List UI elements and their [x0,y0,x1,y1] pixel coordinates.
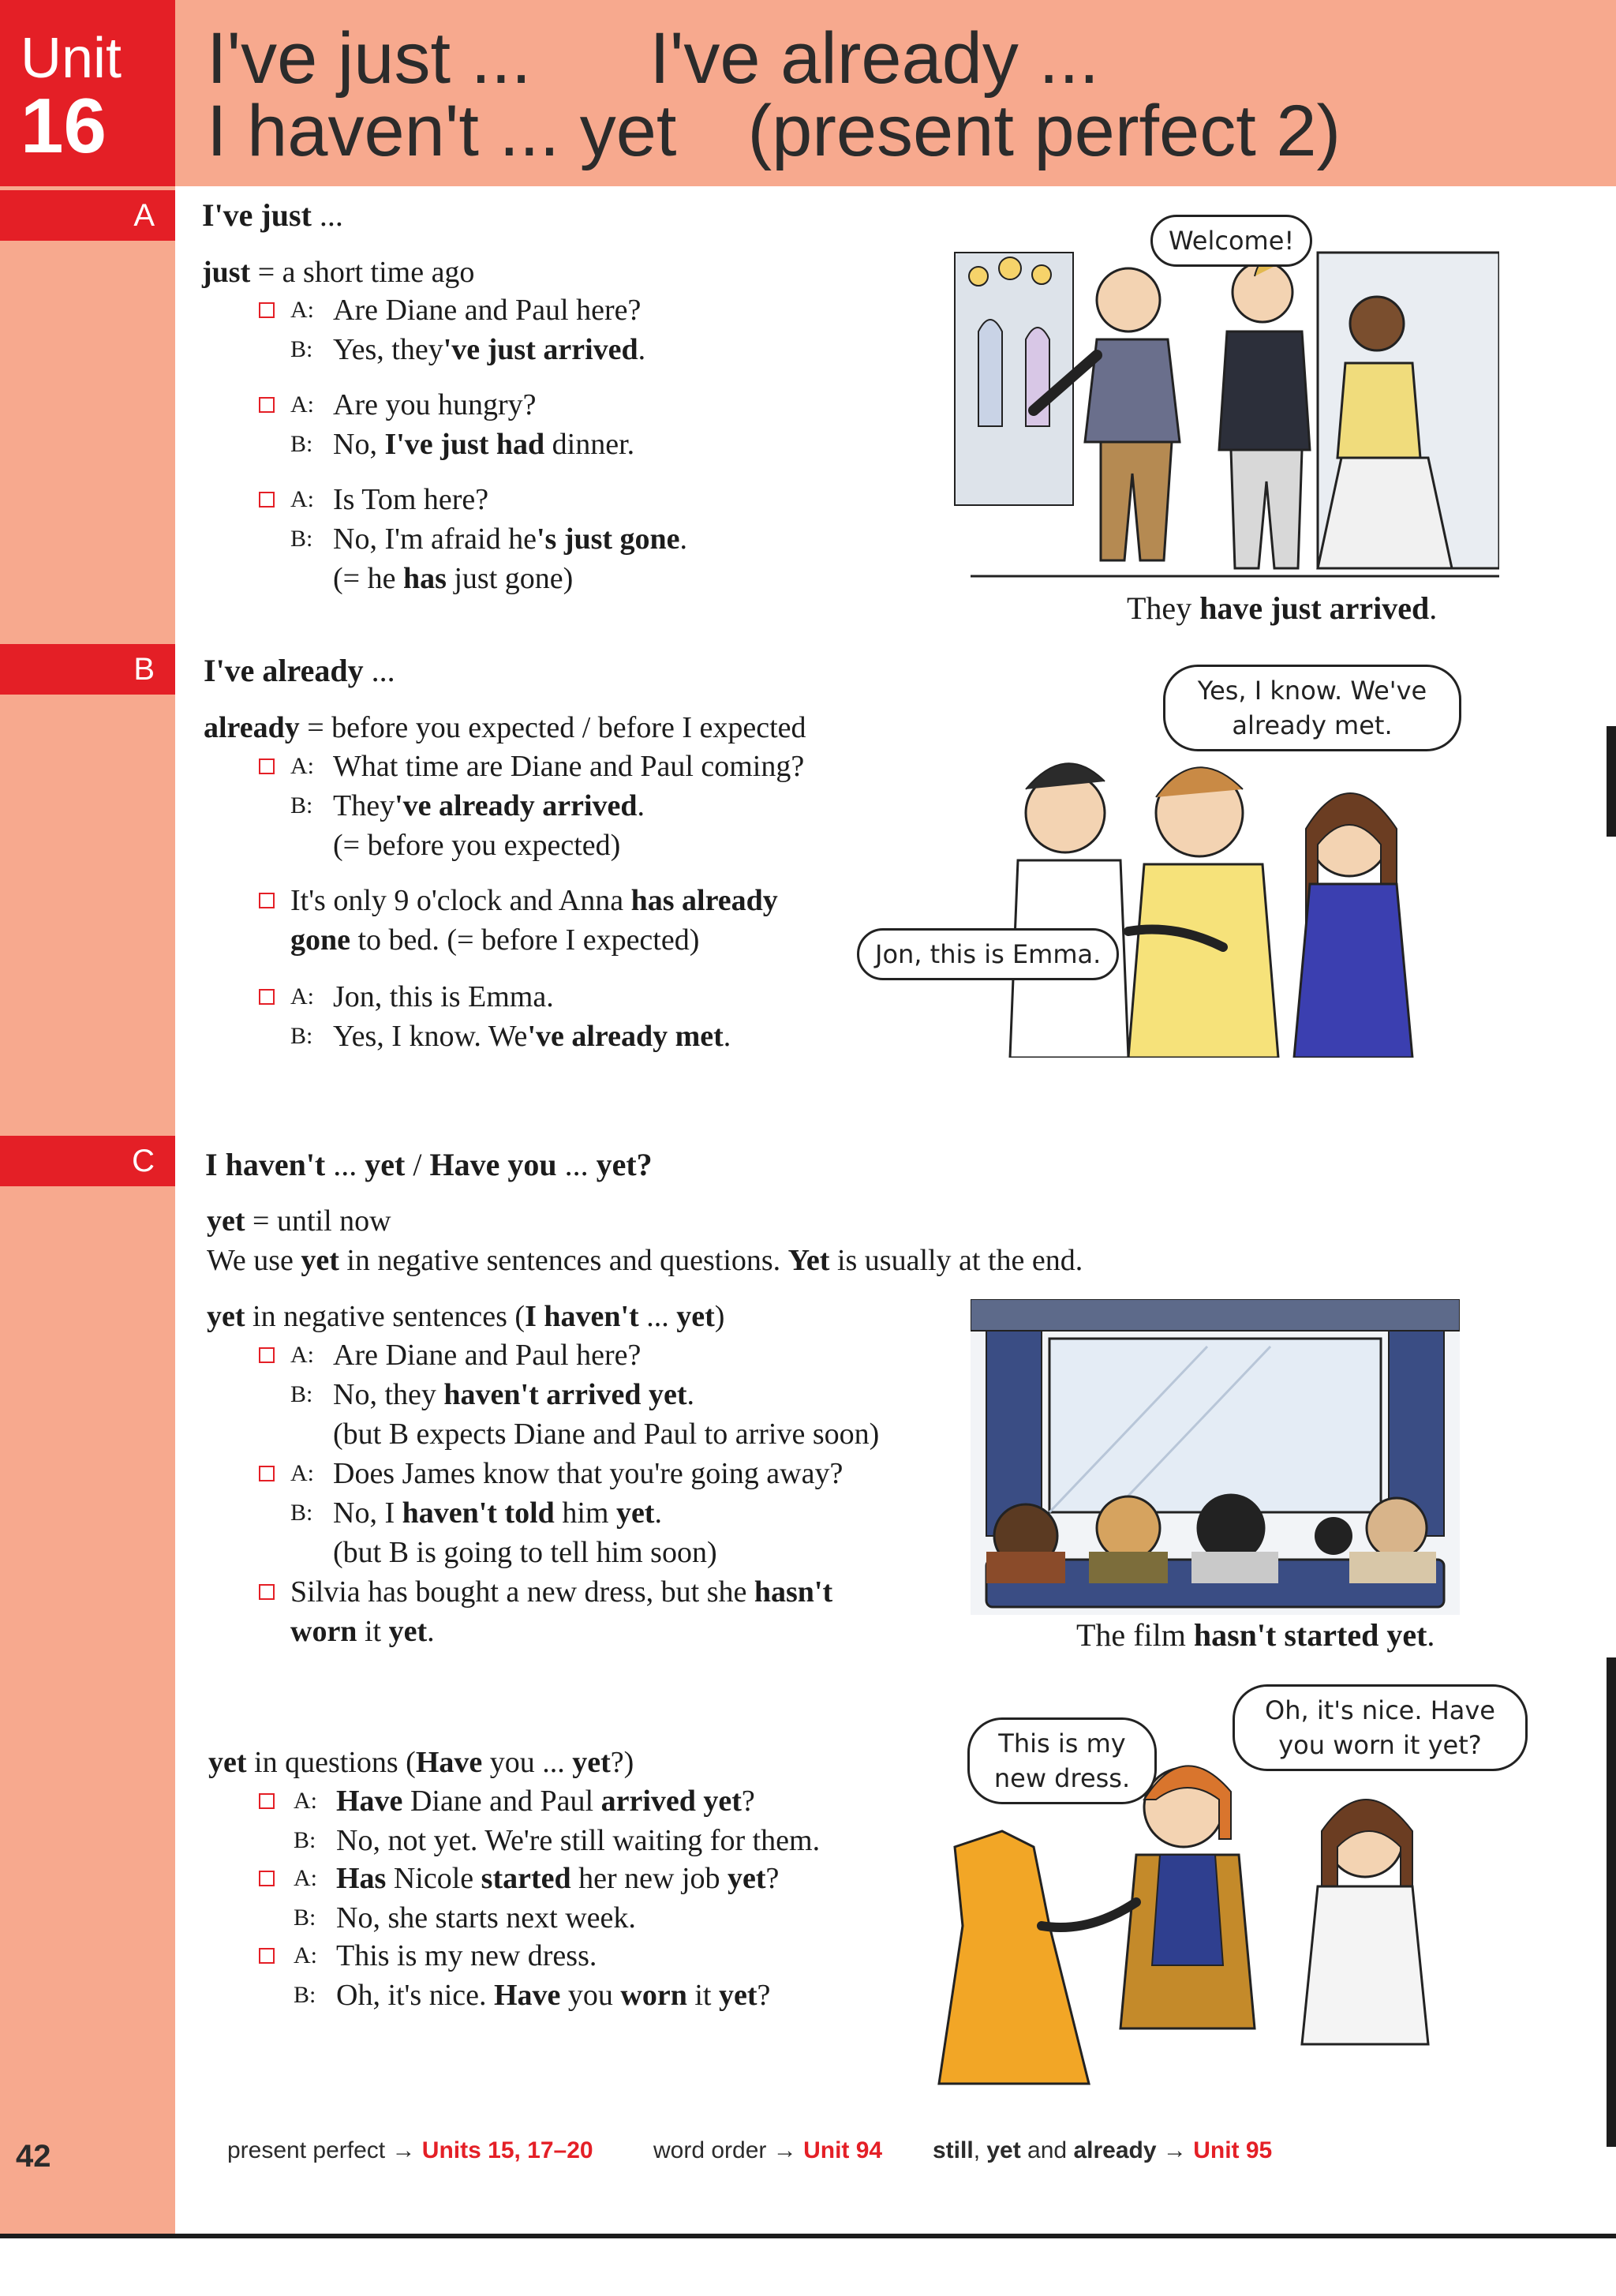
section-a-heading [202,196,343,235]
speaker-a: A: [294,1788,317,1814]
t: present perfect → [227,2137,422,2163]
example-line [290,1612,435,1651]
example-bullet [259,1871,275,1886]
t: ? [765,1862,780,1895]
negative-subheading [207,1297,724,1336]
t: / [405,1147,430,1182]
example-line: Jon, this is Emma. [333,980,554,1013]
question-subheading [208,1743,634,1782]
speech-bubble: Oh, it's nice. Have you worn it yet? [1233,1684,1528,1771]
example-line: Is Tom here? [333,483,489,516]
t: No, I'm afraid he [333,522,537,556]
t: , [973,2137,987,2163]
t-bold: arrived yet [600,1785,742,1818]
t-bold: Have [336,1785,403,1818]
example-line [336,1781,755,1821]
t-bold: hasn't started yet [1193,1617,1427,1653]
speaker-b: B: [294,1827,316,1853]
example-line: Does James know that you're going away? [333,1457,844,1490]
speaker-b: B: [290,431,313,457]
t: just gone) [446,562,574,595]
t: . [1429,590,1438,626]
speech-bubble: Welcome! [1150,215,1312,267]
t: ?) [610,1746,634,1779]
speech-bubble: This is my new dress. [967,1717,1157,1804]
section-c-definition [207,1201,391,1241]
unit-label: Unit [21,27,122,90]
page-number: 42 [16,2139,51,2174]
t-bold: has [402,562,447,595]
example-note: (but B is going to tell him soon) [333,1536,717,1569]
t: (= he [333,562,403,595]
example-line [333,330,645,369]
t-bold: 've just arrived [443,333,638,366]
example-line: No, not yet. We're still waiting for them. [336,1824,821,1857]
t-bold: haven't told [402,1496,555,1530]
t-bold: yet [728,1862,766,1895]
title-grammar: (present perfect 2) [747,91,1341,171]
t: We use [207,1244,301,1277]
t-bold: worn [620,1979,687,2012]
example-line: Are Diane and Paul here? [333,294,642,327]
t: Silvia has bought a new dress, but she [290,1575,754,1609]
t: ... [556,1147,597,1182]
t: . [679,522,688,556]
example-note: (but B expects Diane and Paul to arrive soon) [333,1418,880,1451]
example-line: This is my new dress. [336,1939,597,1972]
footer-crossref-still-yet [933,2137,1272,2164]
t-bold: have just arrived [1199,590,1430,626]
example-bullet [259,1584,275,1600]
title-yet: I haven't ... yet [207,91,677,171]
t: Yes, I know. We [333,1020,528,1053]
title-just: I've just ... [207,18,532,99]
example-line [333,1493,662,1533]
example-line [336,1976,770,2015]
t-bold: I haven't [525,1300,639,1333]
speaker-a: A: [294,1865,317,1891]
speaker-a: A: [290,983,314,1009]
t: it [686,1979,719,2012]
example-line [290,881,778,920]
t: . [638,333,646,366]
t: The film [1076,1617,1194,1653]
example-line [290,1572,832,1612]
t-bold: hasn't [754,1575,833,1609]
t-bold: Have you [429,1147,557,1182]
t-bold: I haven't [205,1147,326,1182]
crossref-link[interactable]: Unit 94 [803,2137,883,2163]
example-line: Are Diane and Paul here? [333,1339,642,1372]
example-bullet [259,989,275,1005]
t: ... [325,1147,365,1182]
speaker-b: B: [290,1500,313,1526]
crossref-link[interactable]: Units 15, 17–20 [421,2137,593,2163]
t-bold: yet [207,1300,245,1333]
t-bold: 's just gone [536,522,680,556]
t-bold: yet [676,1300,715,1333]
speaker-b: B: [290,526,313,552]
illustration-caption [1127,589,1437,628]
illustration-caption [1076,1616,1435,1655]
t: Yes, they [333,333,443,366]
speaker-a: A: [290,297,314,323]
t-bold: gone [290,923,350,957]
example-line [333,519,687,559]
t: No, [333,428,385,461]
t-bold: has already [630,884,778,917]
t: No, they [333,1378,444,1411]
speech-bubble: Yes, I know. We've already met. [1163,665,1461,751]
example-note [333,559,573,598]
t-bold: yet [572,1746,611,1779]
def-text: = before you expected / before I expected [299,711,806,744]
example-bullet [259,1948,275,1964]
crossref-link[interactable]: Unit 95 [1193,2137,1273,2163]
example-bullet [259,1793,275,1809]
speaker-b: B: [294,1982,316,2008]
t: ? [757,1979,771,2012]
t-bold: Has [336,1862,387,1895]
footer-crossref-word-order [653,2137,882,2164]
heading-text: I've already [204,653,364,688]
t: ) [714,1300,725,1333]
t-bold: 've already met [527,1020,724,1053]
unit-number: 16 [21,82,107,169]
t: . [723,1020,731,1053]
example-line [290,920,699,960]
speaker-a: A: [290,1460,314,1486]
t: It's only 9 o'clock and Anna [290,884,631,917]
t: and [1020,2137,1074,2163]
t-bold: already [1073,2137,1157,2163]
t: you ... [482,1746,573,1779]
t: They [333,789,395,822]
def-word: yet [207,1204,245,1238]
speaker-b: B: [294,1905,316,1931]
t: you [560,1979,621,2012]
title-already: I've already ... [649,18,1100,99]
def-word: just [202,256,251,289]
t-bold: worn [290,1615,357,1648]
example-note: (= before you expected) [333,829,621,862]
def-text: = until now [245,1204,391,1238]
section-tab-c: C [0,1136,175,1186]
example-bullet [259,758,275,774]
example-line [333,1017,731,1056]
heading-text: I've just [202,197,312,233]
speaker-a: A: [290,391,314,418]
t: Diane and Paul [402,1785,601,1818]
t: . [654,1496,662,1530]
example-line [333,786,645,826]
t: . [1427,1617,1435,1653]
t-bold: yet [208,1746,247,1779]
t: . [637,789,645,822]
example-bullet [259,893,275,908]
t: word order → [653,2137,804,2163]
t: it [357,1615,389,1648]
example-line: No, she starts next week. [336,1901,636,1935]
title-bar [175,0,1616,186]
section-tab-a: A [0,190,175,241]
example-line [333,1375,694,1414]
t: ? [741,1785,755,1818]
footer-crossref-present-perfect [227,2137,593,2164]
example-bullet [259,492,275,508]
t-bold: yet? [596,1147,653,1182]
example-line: What time are Diane and Paul coming? [333,750,805,783]
t: in negative sentences ( [245,1300,526,1333]
t: ... [638,1300,677,1333]
t: dinner. [544,428,635,461]
speaker-b: B: [290,336,313,362]
speaker-b: B: [290,1381,313,1407]
t-bold: Have [493,1979,561,2012]
speaker-a: A: [290,1342,314,1368]
speech-bubble: Jon, this is Emma. [857,928,1119,980]
t: . [686,1378,695,1411]
title-line-2 [207,92,1341,170]
t-bold: yet [719,1979,758,2012]
page-edge-mark [1607,726,1616,837]
def-text: = a short time ago [250,256,475,289]
section-b-heading [204,651,395,691]
t-bold: yet [388,1615,428,1648]
example-bullet [259,1466,275,1481]
example-line [336,1859,779,1898]
t-bold: Have [415,1746,483,1779]
section-c-heading [205,1145,653,1185]
t-bold: yet [365,1147,406,1182]
section-a-definition [202,253,474,292]
page-edge-mark [1607,1657,1616,2147]
speaker-a: A: [290,486,314,512]
speaker-a: A: [290,753,314,779]
section-tab-b: B [0,644,175,695]
t-bold: yet [986,2137,1021,2163]
t: No, I [333,1496,402,1530]
section-b-definition [204,708,806,747]
def-word: already [204,711,300,744]
t: him [554,1496,616,1530]
t-bold: I've just had [384,428,545,461]
t: her new job [570,1862,728,1895]
speaker-a: A: [294,1942,317,1968]
speaker-b: B: [290,1023,313,1049]
t: They [1127,590,1200,626]
t: → [1156,2137,1194,2163]
unit-badge [0,0,175,186]
heading-dots: ... [363,653,395,688]
example-line: Are you hungry? [333,388,537,421]
t: Oh, it's nice. [336,1979,494,2012]
t-bold: yet [301,1244,339,1277]
t-bold: 've already arrived [395,789,638,822]
t: Nicole [386,1862,481,1895]
t-bold: haven't arrived yet [443,1378,687,1411]
t-bold: yet [615,1496,655,1530]
title-line-1 [207,19,1099,98]
example-line [333,425,634,464]
t: . [427,1615,435,1648]
example-bullet [259,397,275,413]
t: in questions ( [246,1746,416,1779]
section-c-usage [207,1241,1083,1280]
illustration-cinema [971,1299,1460,1615]
example-bullet [259,302,275,318]
t-bold: Yet [787,1244,830,1277]
t-bold: still [933,2137,974,2163]
illustration-introduction [931,726,1468,1058]
t: is usually at the end. [829,1244,1083,1277]
speaker-b: B: [290,792,313,818]
example-bullet [259,1347,275,1363]
t: in negative sentences and questions. [339,1244,788,1277]
bottom-rule [0,2234,1616,2238]
t-bold: started [481,1862,571,1895]
sidebar [0,0,175,2234]
t: to bed. (= before I expected) [350,923,700,957]
heading-dots: ... [311,197,343,233]
